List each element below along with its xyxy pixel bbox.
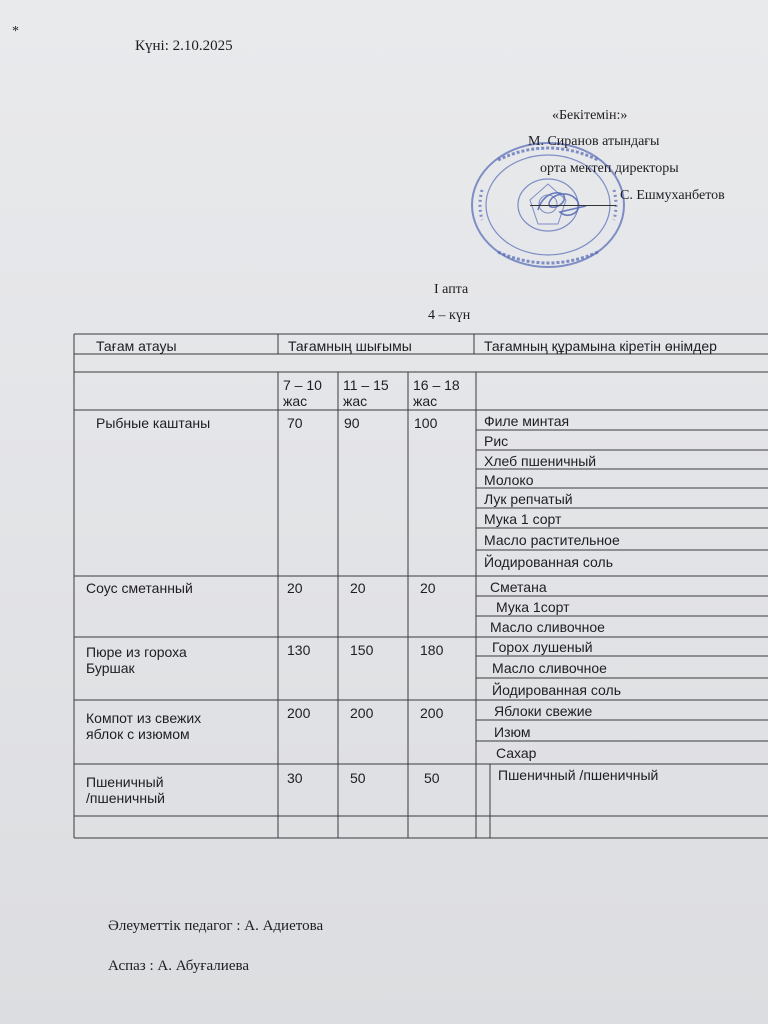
ingredient: Йодированная соль [492,682,621,698]
yield-value: 200 [420,705,444,721]
yield-value: 50 [350,770,366,786]
yield-value: 200 [350,705,374,721]
ingredient: Сахар [496,745,537,761]
document-date: Күні: 2.10.2025 [135,38,233,54]
week-label: I апта [434,282,469,297]
ingredient: Молоко [484,472,534,488]
approval-line-3: орта мектеп директоры [540,161,679,176]
header-yield: Тағамның шығымы [288,338,412,354]
yield-value: 50 [424,770,440,786]
ingredient: Хлеб пшеничный [484,453,597,469]
yield-value: 20 [350,580,366,596]
ingredient: Филе минтая [484,413,570,429]
age-group-3: 16 – 18 жас [413,377,460,409]
corner-mark: * [12,24,19,39]
cook-signature: Аспаз : А. Абуғалиева [108,958,250,974]
ingredient: Масло сливочное [490,619,605,635]
dish-name: Пюре из гороха Буршак [86,644,187,676]
yield-value: 200 [287,705,311,721]
yield-value: 30 [287,770,303,786]
yield-value: 20 [420,580,436,596]
age-group-2: 11 – 15 жас [343,377,389,409]
yield-value: 70 [287,415,303,431]
yield-value: 150 [350,642,374,658]
ingredient: Яблоки свежие [494,703,593,719]
approval-line-4: С. Ешмуханбетов [620,188,725,203]
ingredient: Рис [484,433,509,449]
age-group-1: 7 – 10 жас [283,377,322,409]
yield-value: 130 [287,642,311,658]
yield-value: 90 [344,415,360,431]
ingredient: Масло сливочное [492,660,607,676]
dish-name: Соус сметанный [86,580,193,596]
ingredient: Масло растительное [484,532,620,548]
approval-line-2: М. Сиранов атындағы [528,134,660,149]
day-label: 4 – күн [428,308,471,323]
dish-name: Пшеничный /пшеничный [86,774,165,806]
yield-value: 180 [420,642,444,658]
header-ingredients: Тағамның құрамына кіретін өнімдер [484,338,717,354]
ingredient: Йодированная соль [484,554,613,570]
header-dish: Тағам атауы [96,338,177,354]
approval-line-1: «Бекітемін:» [552,108,628,123]
ingredient: Пшеничный /пшеничный [498,767,659,783]
yield-value: 20 [287,580,303,596]
yield-value: 100 [414,415,438,431]
ingredient: Мука 1сорт [496,599,570,615]
dish-name: Рыбные каштаны [96,415,211,431]
ingredient: Сметана [490,579,547,595]
dish-name: Компот из свежих яблок с изюмом [86,710,202,742]
ingredient: Мука 1 сорт [484,511,562,527]
ingredient: Изюм [494,724,531,740]
ingredient: Горох лушеный [492,639,593,655]
ingredient: Лук репчатый [484,491,573,507]
social-pedagogue-signature: Әлеуметтік педагог : А. Адиетова [108,918,324,934]
